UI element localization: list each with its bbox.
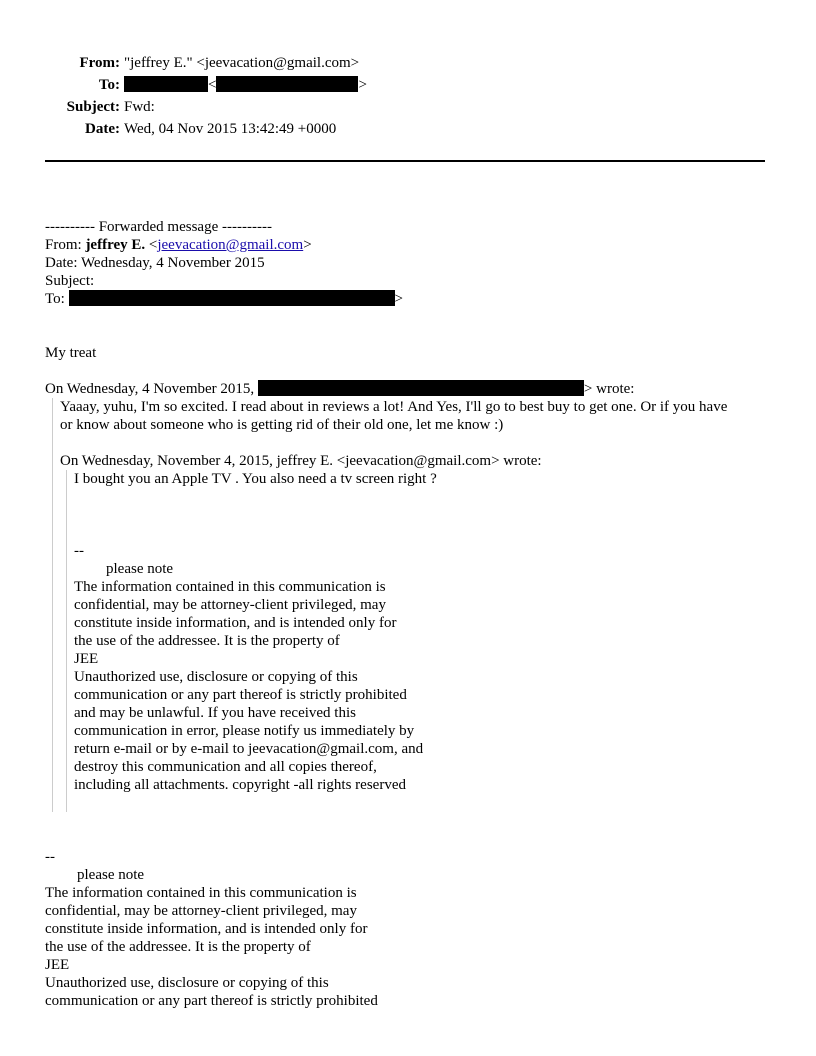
header-date-row: [0, 118, 816, 140]
email-header: [0, 52, 816, 140]
inner-sig-line: constitute inside information, and is intended only for: [74, 615, 397, 631]
my-treat-text: My treat: [45, 345, 97, 361]
redacted-email: [216, 76, 358, 92]
outer-sig-line: JEE: [45, 957, 70, 973]
redacted-sender: [258, 380, 584, 396]
inner-sig-line: communication in error, please notify us immediately by: [74, 723, 415, 739]
outer-sig-line: the use of the addressee. It is the property of: [45, 939, 311, 955]
forward-subject-line: Subject:: [45, 273, 95, 289]
reply-attribution: [45, 380, 785, 398]
forward-from-email-link[interactable]: jeevacation@gmail.com: [157, 237, 304, 253]
inner-sig-line: the use of the addressee. It is the property of: [74, 633, 340, 649]
outer-sig-line: confidential, may be attorney-client privileged, may: [45, 903, 357, 919]
date-label: Date:: [85, 121, 120, 137]
reply-line-2: or know about someone who is getting rid of their old one, let me know :): [60, 417, 504, 433]
quote-level-1: [52, 398, 785, 812]
email-body: [45, 218, 785, 1010]
forward-from-name: jeffrey E.: [85, 237, 146, 253]
outer-sig-please-note: please note: [77, 867, 145, 883]
inner-message-text: I bought you an Apple TV . You also need a tv screen right ?: [74, 471, 437, 487]
inner-sig-line: The information contained in this communication is: [74, 579, 386, 595]
quote-level-2: [66, 470, 785, 812]
forward-to-prefix: To:: [45, 291, 69, 307]
header-from-row: [0, 52, 816, 74]
forward-from-lt: <: [145, 237, 158, 253]
reply-line-1: Yaaay, yuhu, I'm so excited. I read about in reviews a lot! And Yes, I'll go to best buy to get one. Or if you have: [60, 399, 728, 415]
inner-sig-line: confidential, may be attorney-client privileged, may: [74, 597, 386, 613]
to-lt: <: [208, 77, 217, 93]
to-gt: >: [358, 77, 367, 93]
forward-from-line: [45, 236, 785, 254]
from-label: From:: [79, 55, 120, 71]
inner-sig-dashes: --: [74, 543, 84, 559]
subject-label: Subject:: [66, 99, 120, 115]
header-divider: [45, 160, 765, 162]
outer-sig-line: communication or any part thereof is strictly prohibited: [45, 993, 378, 1009]
reply-attribution-suffix: > wrote:: [583, 381, 635, 397]
forward-to-line: [45, 290, 785, 308]
outer-sig-line: constitute inside information, and is intended only for: [45, 921, 368, 937]
inner-sig-line: including all attachments. copyright -all rights reserved: [74, 777, 406, 793]
inner-sig-line: Unauthorized use, disclosure or copying of this: [74, 669, 358, 685]
forward-date-line: Date: Wednesday, 4 November 2015: [45, 255, 265, 271]
outer-sig-line: The information contained in this communication is: [45, 885, 357, 901]
redacted-recipient: [69, 290, 395, 306]
redacted-name: [124, 76, 208, 92]
inner-sig-please-note: please note: [106, 561, 174, 577]
inner-sig-line: JEE: [74, 651, 99, 667]
header-subject-row: [0, 96, 816, 118]
inner-sig-line: destroy this communication and all copies thereof,: [74, 759, 377, 775]
date-value: Wed, 04 Nov 2015 13:42:49 +0000: [124, 121, 337, 137]
inner-sig-line: return e-mail or by e-mail to jeevacation@gmail.com, and: [74, 741, 424, 757]
outer-sig-line: Unauthorized use, disclosure or copying of this: [45, 975, 329, 991]
inner-sig-line: and may be unlawful. If you have received this: [74, 705, 356, 721]
header-to-row: [0, 74, 816, 96]
reply-attribution-prefix: On Wednesday, 4 November 2015,: [45, 381, 258, 397]
inner-attribution: On Wednesday, November 4, 2015, jeffrey E. <jeevacation@gmail.com> wrote:: [60, 453, 542, 469]
to-label: To:: [98, 77, 120, 93]
forward-from-gt: >: [303, 237, 312, 253]
forward-to-gt: >: [394, 291, 404, 307]
outer-sig-dashes: --: [45, 849, 55, 865]
from-value: "jeffrey E." <jeevacation@gmail.com>: [124, 55, 360, 71]
forward-separator: ---------- Forwarded message ----------: [45, 219, 272, 235]
inner-sig-line: communication or any part thereof is strictly prohibited: [74, 687, 407, 703]
forward-from-prefix: From:: [45, 237, 86, 253]
subject-value: Fwd:: [124, 99, 155, 115]
